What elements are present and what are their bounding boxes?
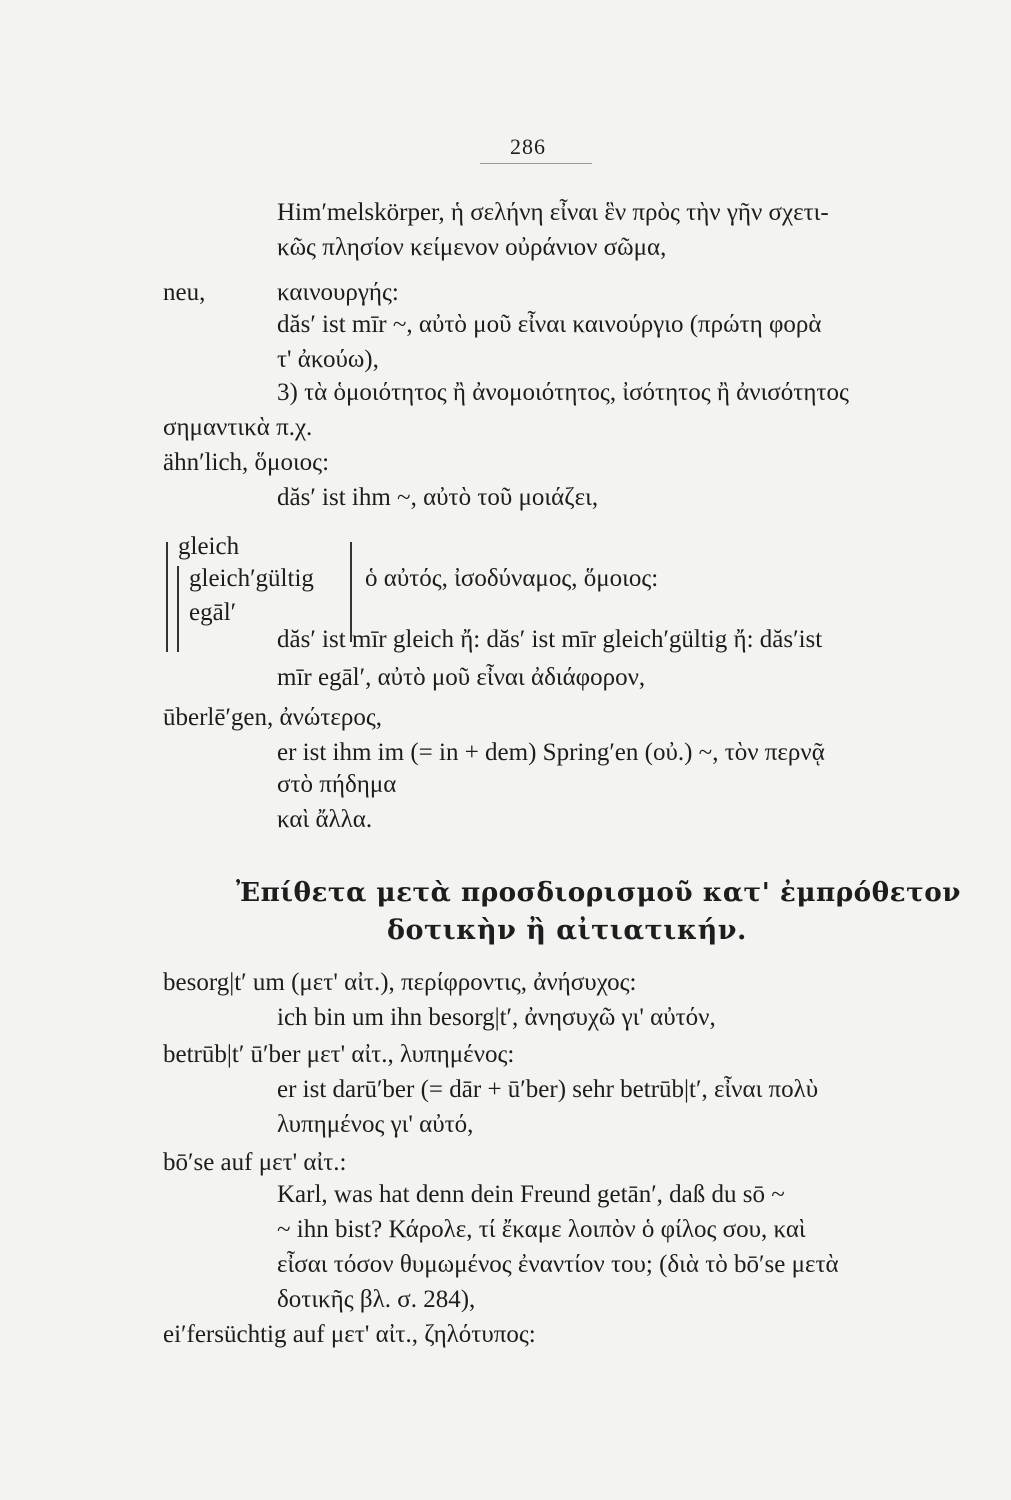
section-heading: Ἐπίθετα μετὰ προσδιορισμοῦ κατ' ἐμπρόθετον [236, 877, 961, 908]
text-line: 3) τὰ ὁμοιότητος ἢ ἀνομοιότητος, ἰσότητος ἢ ἀνισότητος [277, 379, 849, 406]
grouped-headword: gleich [178, 533, 240, 560]
left-bracket-outer [166, 542, 172, 652]
text-line: Karl, was hat denn dein Freund getān′, daß du sō ~ [277, 1181, 785, 1208]
section-heading: δοτικὴν ἢ αἰτιατικήν. [387, 915, 747, 946]
grouped-headword: egāl′ [189, 599, 237, 626]
text-line: Him′melskörper, ἡ σελήνη εἶναι ἓν πρὸς τὴν γῆν σχετι- [277, 199, 829, 226]
entry-headword: betrūb|t′ ū′ber μετ' αἰτ., λυπημένος: [163, 1041, 515, 1068]
page-number: 286 [510, 134, 546, 159]
entry-headword: ūberlē′gen, ἀνώτερος, [163, 704, 383, 731]
text-line: εἶσαι τόσον θυμωμένος ἐναντίον του; (διὰ τὸ bō′se μετὰ [277, 1251, 839, 1278]
text-line: dăs′ ist mīr ~, αὐτὸ μοῦ εἶναι καινούργιο (πρώτη φορὰ [277, 311, 822, 338]
text-line: dăs′ ist ihm ~, αὐτὸ τοῦ μοιάζει, [277, 484, 599, 511]
text-line: καὶ ἄλλα. [277, 806, 373, 833]
entry-headword: ähn′lich, ὅμοιος: [163, 449, 330, 476]
text-line: κῶς πλησίον κείμενον οὐράνιον σῶμα, [277, 234, 667, 261]
text-line: δοτικῆς βλ. σ. 284), [277, 1286, 476, 1313]
text-line: ich bin um ihn besorg|t′, ἀνησυχῶ γι' αὐτόν, [277, 1004, 716, 1031]
entry-headword: bō′se auf μετ' αἰτ.: [163, 1149, 347, 1176]
text-line: er ist ihm im (= in + dem) Spring′en (οὐ.) ~, τὸν περνᾷ [277, 739, 825, 766]
text-line: ὁ αὐτός, ἰσοδύναμος, ὅμοιος: [365, 565, 659, 592]
text-line: λυπημένος γι' αὐτό, [277, 1111, 474, 1138]
text-line: er ist darū′ber (= dār + ū′ber) sehr betrūb|t′, εἶναι πολὺ [277, 1076, 819, 1103]
text-line: τ' ἀκούω), [277, 346, 379, 373]
entry-headword: besorg|t′ um (μετ' αἰτ.), περίφροντις, ἀνήσυχος: [163, 969, 637, 996]
text-line: mīr egāl′, αὐτὸ μοῦ εἶναι ἀδιάφορον, [277, 664, 646, 691]
entry-headword: ei′fersüchtig auf μετ' αἰτ., ζηλότυπος: [163, 1321, 536, 1348]
text-line: στὸ πήδημα [277, 771, 397, 798]
text-line: σημαντικὰ π.χ. [163, 414, 313, 441]
left-bracket-inner [177, 566, 183, 652]
grouped-headword: gleich′gültig [189, 565, 314, 592]
entry-headword: neu, [163, 279, 206, 306]
text-line: dăs′ ist mīr gleich ἤ: dăs′ ist mīr gleich′gültig ἤ: dăs′ist [277, 626, 823, 653]
header-rule [480, 163, 592, 164]
text-line: ~ ihn bist? Κάρολε, τί ἔκαμε λοιπὸν ὁ φίλος σου, καὶ [277, 1216, 806, 1243]
text-line: καινουργής: [277, 279, 399, 306]
